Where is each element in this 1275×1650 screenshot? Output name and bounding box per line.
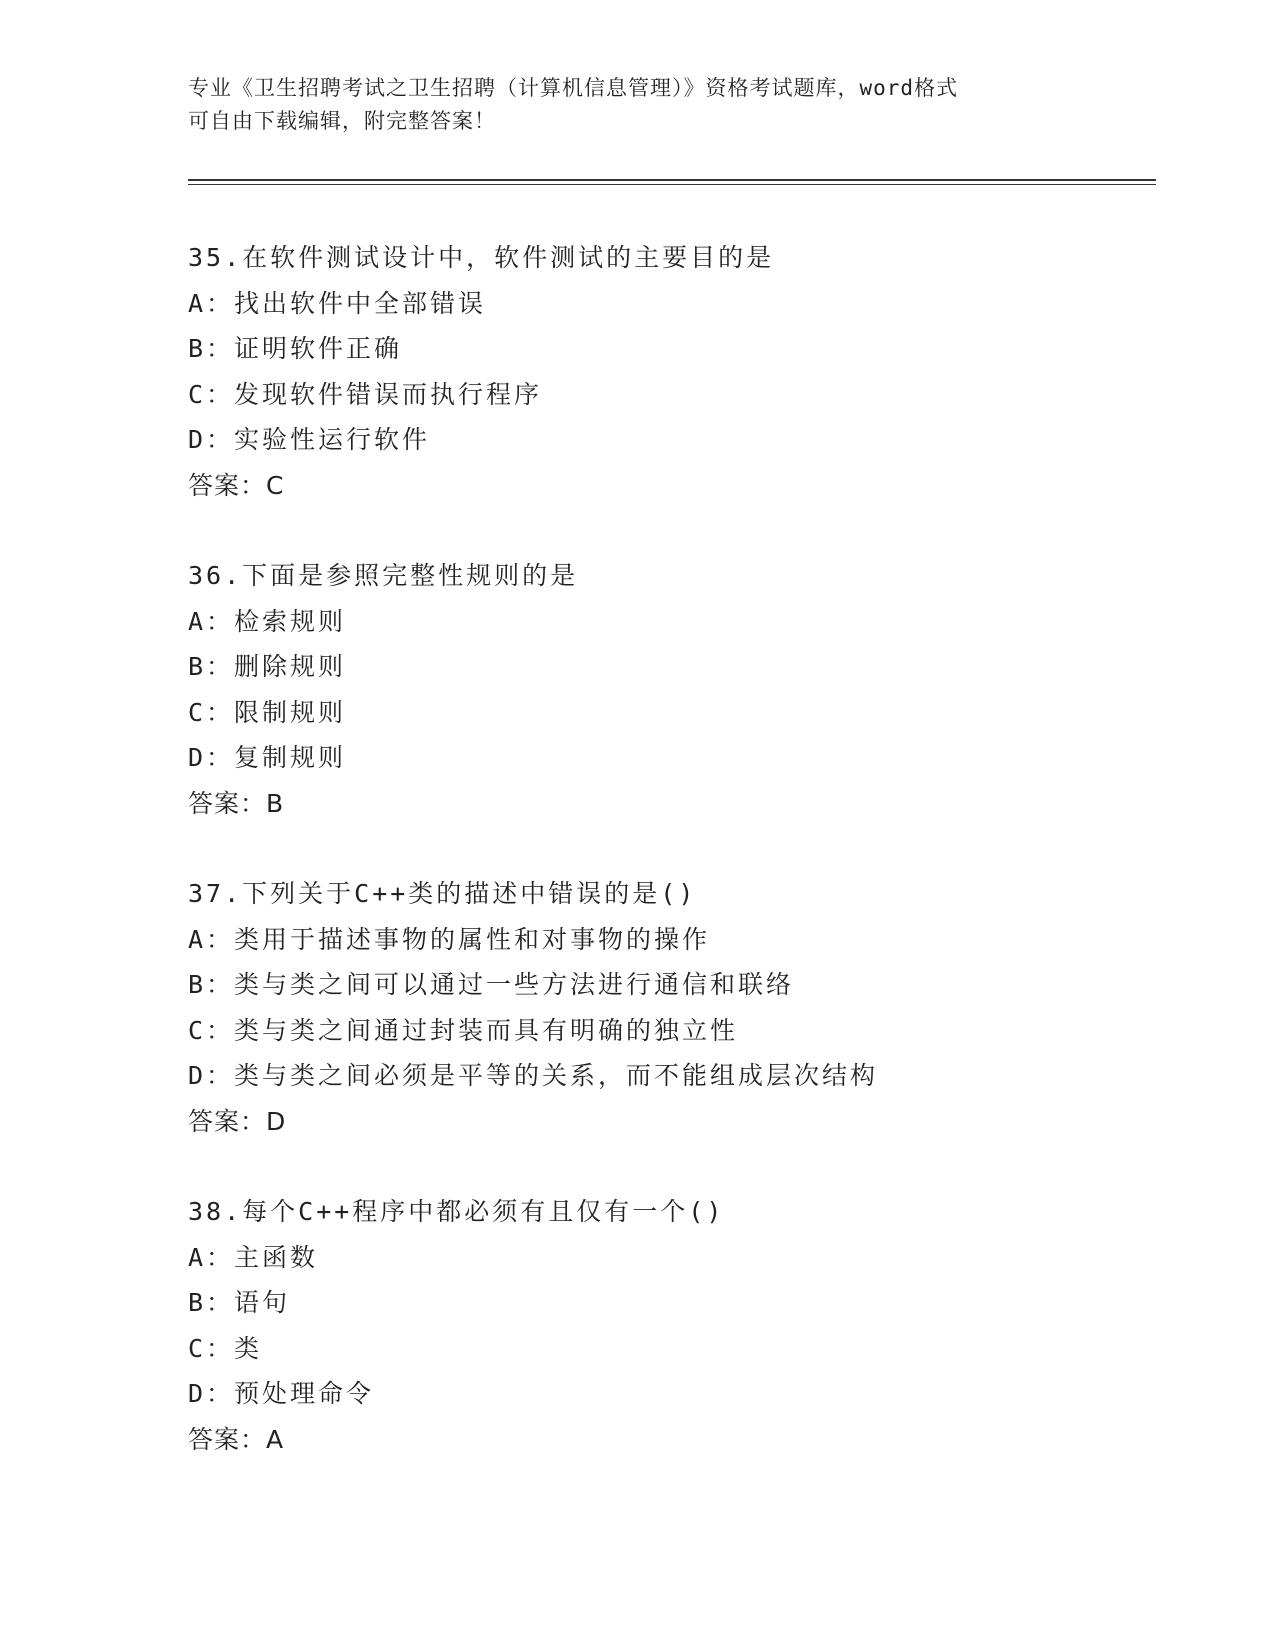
question-stem: 38.每个C++程序中都必须有且仅有一个() bbox=[188, 1197, 725, 1226]
header-line-2: 可自由下载编辑，附完整答案！ bbox=[188, 109, 496, 133]
header-divider-thin bbox=[188, 184, 1156, 185]
question-38 bbox=[188, 1189, 1148, 1507]
option-d: D：预处理命令 bbox=[188, 1379, 375, 1408]
option-b: B：类与类之间可以通过一些方法进行通信和联络 bbox=[188, 970, 795, 999]
header-divider-thick bbox=[188, 179, 1156, 181]
option-b: B：证明软件正确 bbox=[188, 334, 403, 363]
question-stem: 36.下面是参照完整性规则的是 bbox=[188, 561, 579, 590]
option-c: C：发现软件错误而执行程序 bbox=[188, 379, 543, 409]
answer-line: 答案：A bbox=[188, 1424, 285, 1454]
question-36 bbox=[188, 553, 1148, 871]
answer-line: 答案：B bbox=[188, 788, 285, 818]
question-stem: 37.下列关于C++类的描述中错误的是() bbox=[188, 879, 697, 908]
question-stem: 35.在软件测试设计中，软件测试的主要目的是 bbox=[188, 243, 775, 272]
document-header bbox=[188, 72, 1078, 138]
option-d: D：实验性运行软件 bbox=[188, 425, 431, 454]
option-b: B：删除规则 bbox=[188, 652, 347, 681]
option-d: D：类与类之间必须是平等的关系，而不能组成层次结构 bbox=[188, 1061, 879, 1090]
question-list bbox=[188, 235, 1148, 1507]
option-a: A：找出软件中全部错误 bbox=[188, 288, 487, 318]
header-line-1: 专业《卫生招聘考试之卫生招聘（计算机信息管理）》资格考试题库，word格式 bbox=[188, 76, 959, 100]
option-a: A：检索规则 bbox=[188, 606, 347, 636]
option-c: C：类 bbox=[188, 1333, 263, 1363]
question-35 bbox=[188, 235, 1148, 553]
option-b: B：语句 bbox=[188, 1288, 291, 1317]
option-c: C：限制规则 bbox=[188, 697, 347, 727]
answer-line: 答案：C bbox=[188, 470, 285, 500]
option-a: A：主函数 bbox=[188, 1242, 319, 1272]
answer-line: 答案：D bbox=[188, 1106, 287, 1136]
option-a: A：类用于描述事物的属性和对事物的操作 bbox=[188, 924, 711, 954]
question-37 bbox=[188, 871, 1148, 1189]
option-c: C：类与类之间通过封装而具有明确的独立性 bbox=[188, 1015, 739, 1045]
option-d: D：复制规则 bbox=[188, 743, 347, 772]
